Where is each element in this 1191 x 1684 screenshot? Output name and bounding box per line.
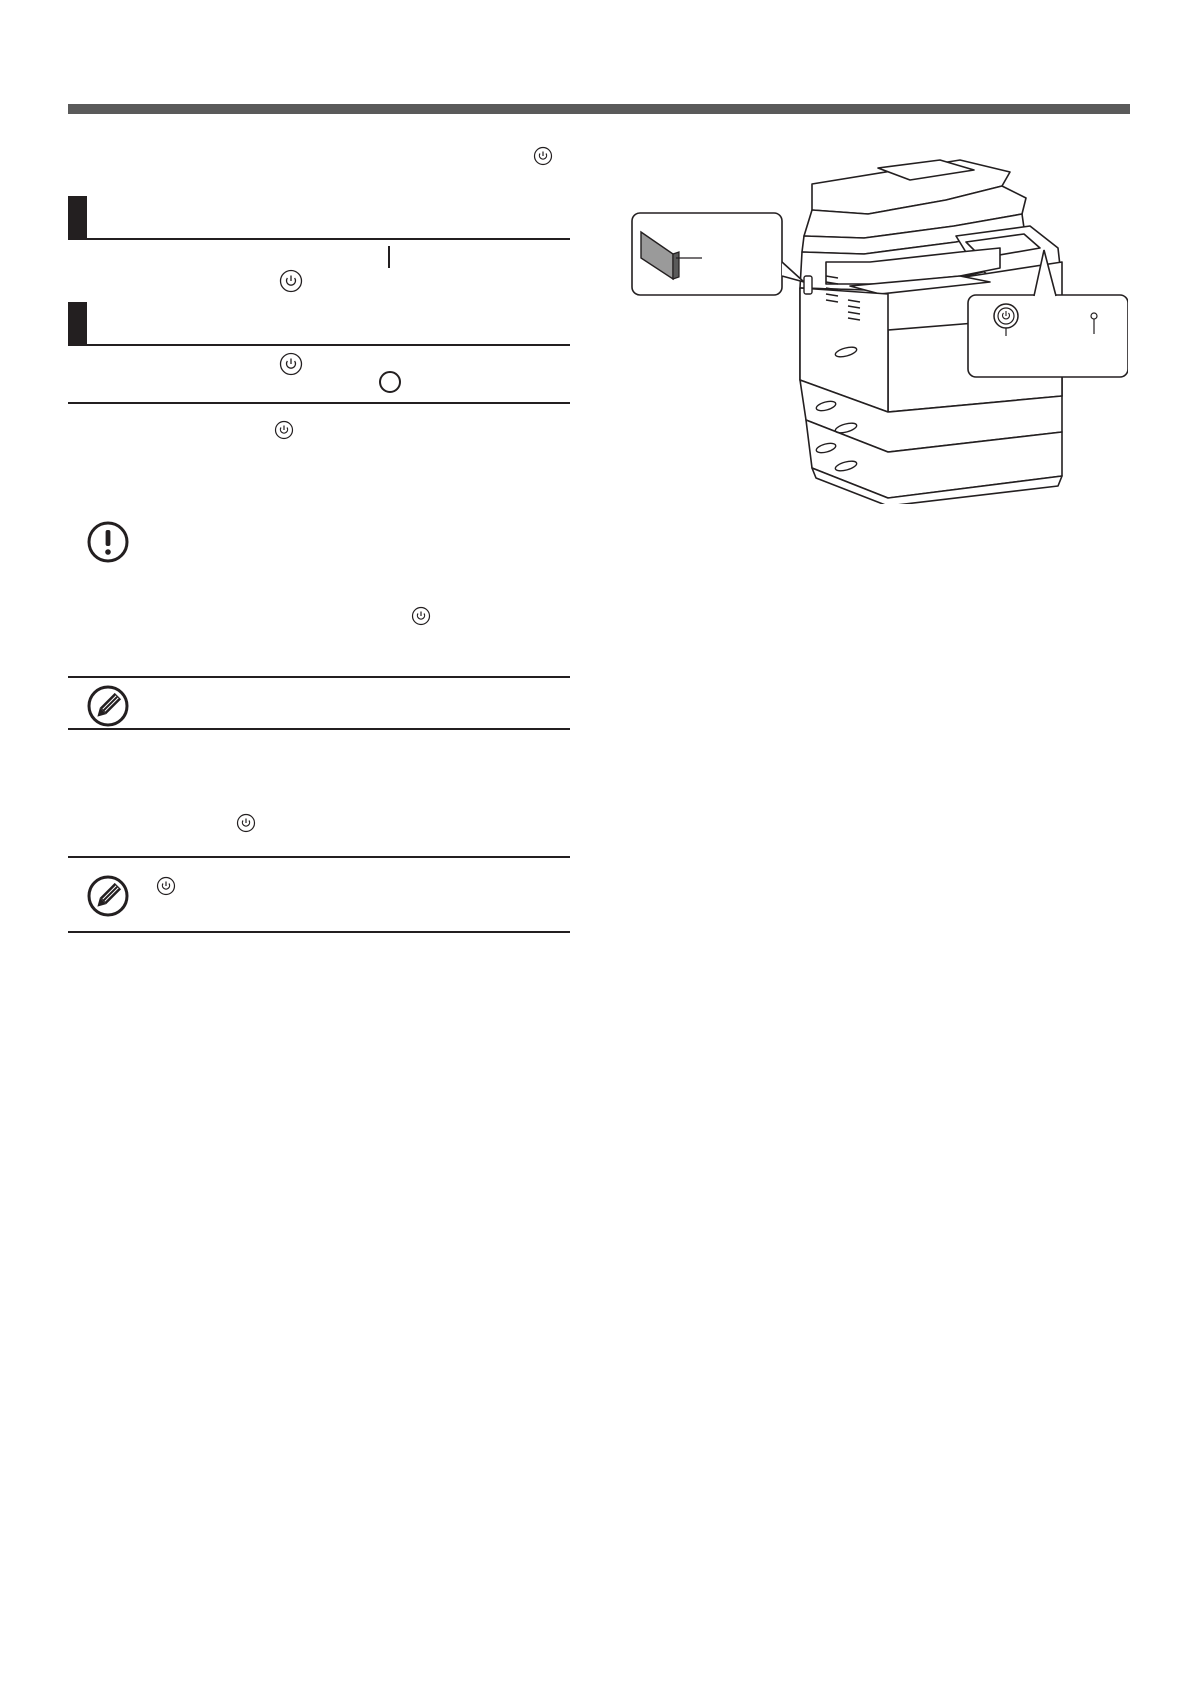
section-rule	[68, 344, 570, 346]
power-icon	[279, 352, 303, 376]
note-rule	[68, 676, 570, 678]
pencil-icon	[86, 684, 130, 728]
header-rule	[68, 104, 1130, 114]
power-icon	[533, 146, 553, 166]
note-rule	[68, 728, 570, 730]
section-tab-power-off	[68, 302, 87, 346]
power-icon	[274, 420, 294, 440]
on-marker-icon	[388, 246, 390, 268]
printer-illustration	[628, 152, 1128, 504]
off-marker-icon	[378, 370, 402, 394]
section-rule	[68, 238, 570, 240]
pencil-icon	[86, 874, 130, 918]
note-rule	[68, 931, 570, 933]
power-icon	[156, 876, 176, 896]
section-tab-power-on	[68, 196, 87, 240]
power-icon	[411, 606, 431, 626]
note-rule	[68, 856, 570, 858]
power-icon	[236, 813, 256, 833]
section-rule	[68, 402, 570, 404]
main-power-switch-callout	[632, 213, 804, 295]
exclamation-icon	[86, 520, 130, 564]
power-icon	[279, 269, 303, 293]
